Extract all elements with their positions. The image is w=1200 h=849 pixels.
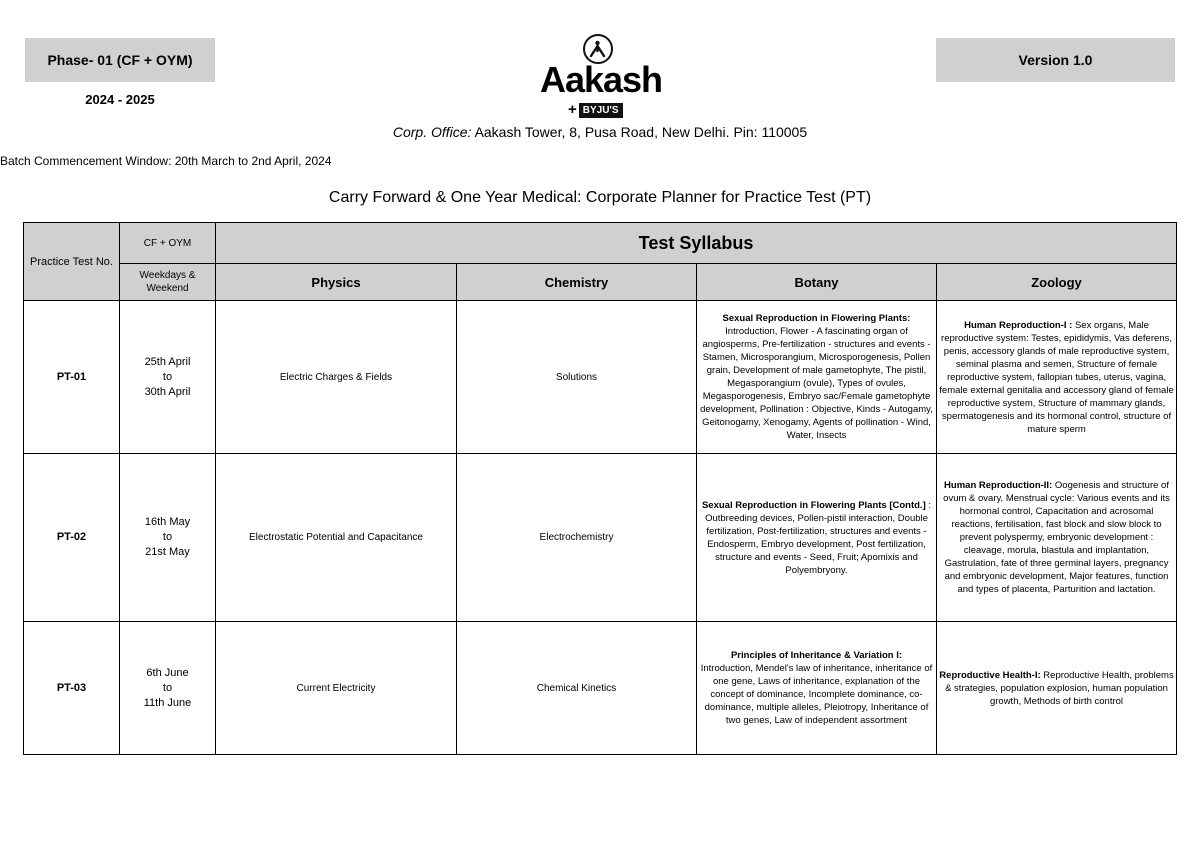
practice-test-table [23,222,1177,755]
logo-brand-text: Aakash [539,59,663,100]
test-dates [120,454,216,622]
version-label: Version 1.0 [936,38,1175,82]
header-physics: Physics [216,264,457,301]
office-label: Corp. Office: [392,124,472,140]
office-address: Aakash Tower, 8, Pusa Road, New Delhi. Pin: 110005 [474,124,808,140]
date-to: 30th April [144,385,191,398]
zoology-topic [937,454,1177,622]
header-test-no: Practice Test No. [24,223,120,301]
botany-heading: Sexual Reproduction in Flowering Plants [Contd.] [701,499,926,511]
test-number: PT-02 [24,454,120,622]
header-botany: Botany [697,264,937,301]
zoology-heading: Human Reproduction-II: [944,480,1053,491]
chemistry-topic: Electrochemistry [457,454,697,622]
zoology-topic [937,301,1177,454]
logo-byjus: BYJU'S [579,103,623,118]
chemistry-topic: Solutions [457,301,697,454]
zoology-heading: Human Reproduction-I : [964,319,1073,331]
header-zoology: Zoology [937,264,1177,301]
botany-topic [697,454,937,622]
date-from: 6th June [146,666,189,679]
page-title: Carry Forward & One Year Medical: Corporate Planner for Practice Test (PT) [328,189,872,206]
logo-plus: + [568,101,577,118]
zoology-topic [937,622,1177,755]
botany-topic [697,301,937,454]
header-cf-oym: CF + OYM [120,223,216,264]
date-to-word: to [162,681,173,694]
zoology-heading: Reproductive Health-I: [939,669,1041,681]
botany-heading: Sexual Reproduction in Flowering Plants: [722,313,911,324]
date-from: 25th April [144,355,191,368]
chemistry-topic: Chemical Kinetics [457,622,697,755]
zoology-details: Reproductive Health, problems & strategies, population explosion, human population growth, Methods of birth control [945,669,1174,707]
phase-label: Phase- 01 (CF + OYM) [25,38,215,82]
date-to-word: to [162,370,173,383]
aakash-logo [528,34,674,120]
date-to-word: to [162,531,173,543]
test-number: PT-03 [24,622,120,755]
test-number: PT-01 [24,301,120,454]
date-to: 21st May [145,546,190,558]
test-dates [120,622,216,755]
botany-details: : Outbreeding devices, Pollen-pistil interaction, Double fertilization, Post-fertilization, structures and events - Endosperm, Embryo development, Post fertilization, structure and events - Seed, Fruit; Apomixis and Polyembryony. [705,499,932,576]
physics-topic: Electrostatic Potential and Capacitance [216,454,457,622]
batch-window: Batch Commencement Window: 20th March to 2nd April, 2024 [0,154,332,168]
botany-details: Introduction, Flower - A fascinating organ of angiosperms, Pre-fertilization - structures and events - Stamen, Microsporangium, Microsporogenesis, Pollen grain, Development of male gametophyte, The pistil, Megasporangium (ovule), Types of ovules, Megasporogenesis, Embryo sac/Female gametophyte development, Pollination : Objective, Kinds - Autogamy, Geitonogamy, Xenogamy, Agents of pollination - Wind, Water, Insects [700,326,933,441]
physics-topic: Electric Charges & Fields [216,301,457,454]
academic-year: 2024 - 2025 [85,92,155,107]
zoology-details: Oogenesis and structure of ovum & ovary, Menstrual cycle: Various events and its hormonal control, Capacitation and acrosomal reactions, fertilisation, fast block and slow block to prevent polyspermy, embryonic development : cleavage, morula, blastula and implantation, Gastrulation, fate of three germinal layers, pregnancy and embryonic development, Major features, function and types of placenta, Parturition and lactation. [943,480,1170,595]
corporate-office [0,124,1200,140]
botany-heading: Principles of Inheritance & Variation I: [730,650,903,661]
header-test-syllabus: Test Syllabus [216,223,1177,264]
header-chemistry: Chemistry [457,264,697,301]
date-from: 16th May [144,516,191,528]
date-to: 11th June [143,696,192,709]
table-row [24,454,1177,622]
botany-details: Introduction, Mendel's law of inheritance, inheritance of one gene, Laws of inheritance, explanation of the concept of dominance, Incomplete dominance, co-dominance, multiple alleles, Pleiotropy, Inheritance of two genes, Law of independent assortment [700,663,933,726]
test-dates [120,301,216,454]
botany-topic [697,622,937,755]
table-row [24,301,1177,454]
zoology-details: Sex organs, Male reproductive system: Testes, epididymis, Vas deferens, penis, accessory glands of male reproductive system, seminal plasma and semen, Structure of female reproductive system, fallopian tubes, uterus, vagina, female external genitalia and accessory gland of female reproductive system, Structure of mammary glands, spermatogenesis and its hormonal control, structure of mature sperm [939,319,1174,435]
header-weekdays: Weekdays & Weekend [120,264,216,301]
table-row [24,622,1177,755]
physics-topic: Current Electricity [216,622,457,755]
